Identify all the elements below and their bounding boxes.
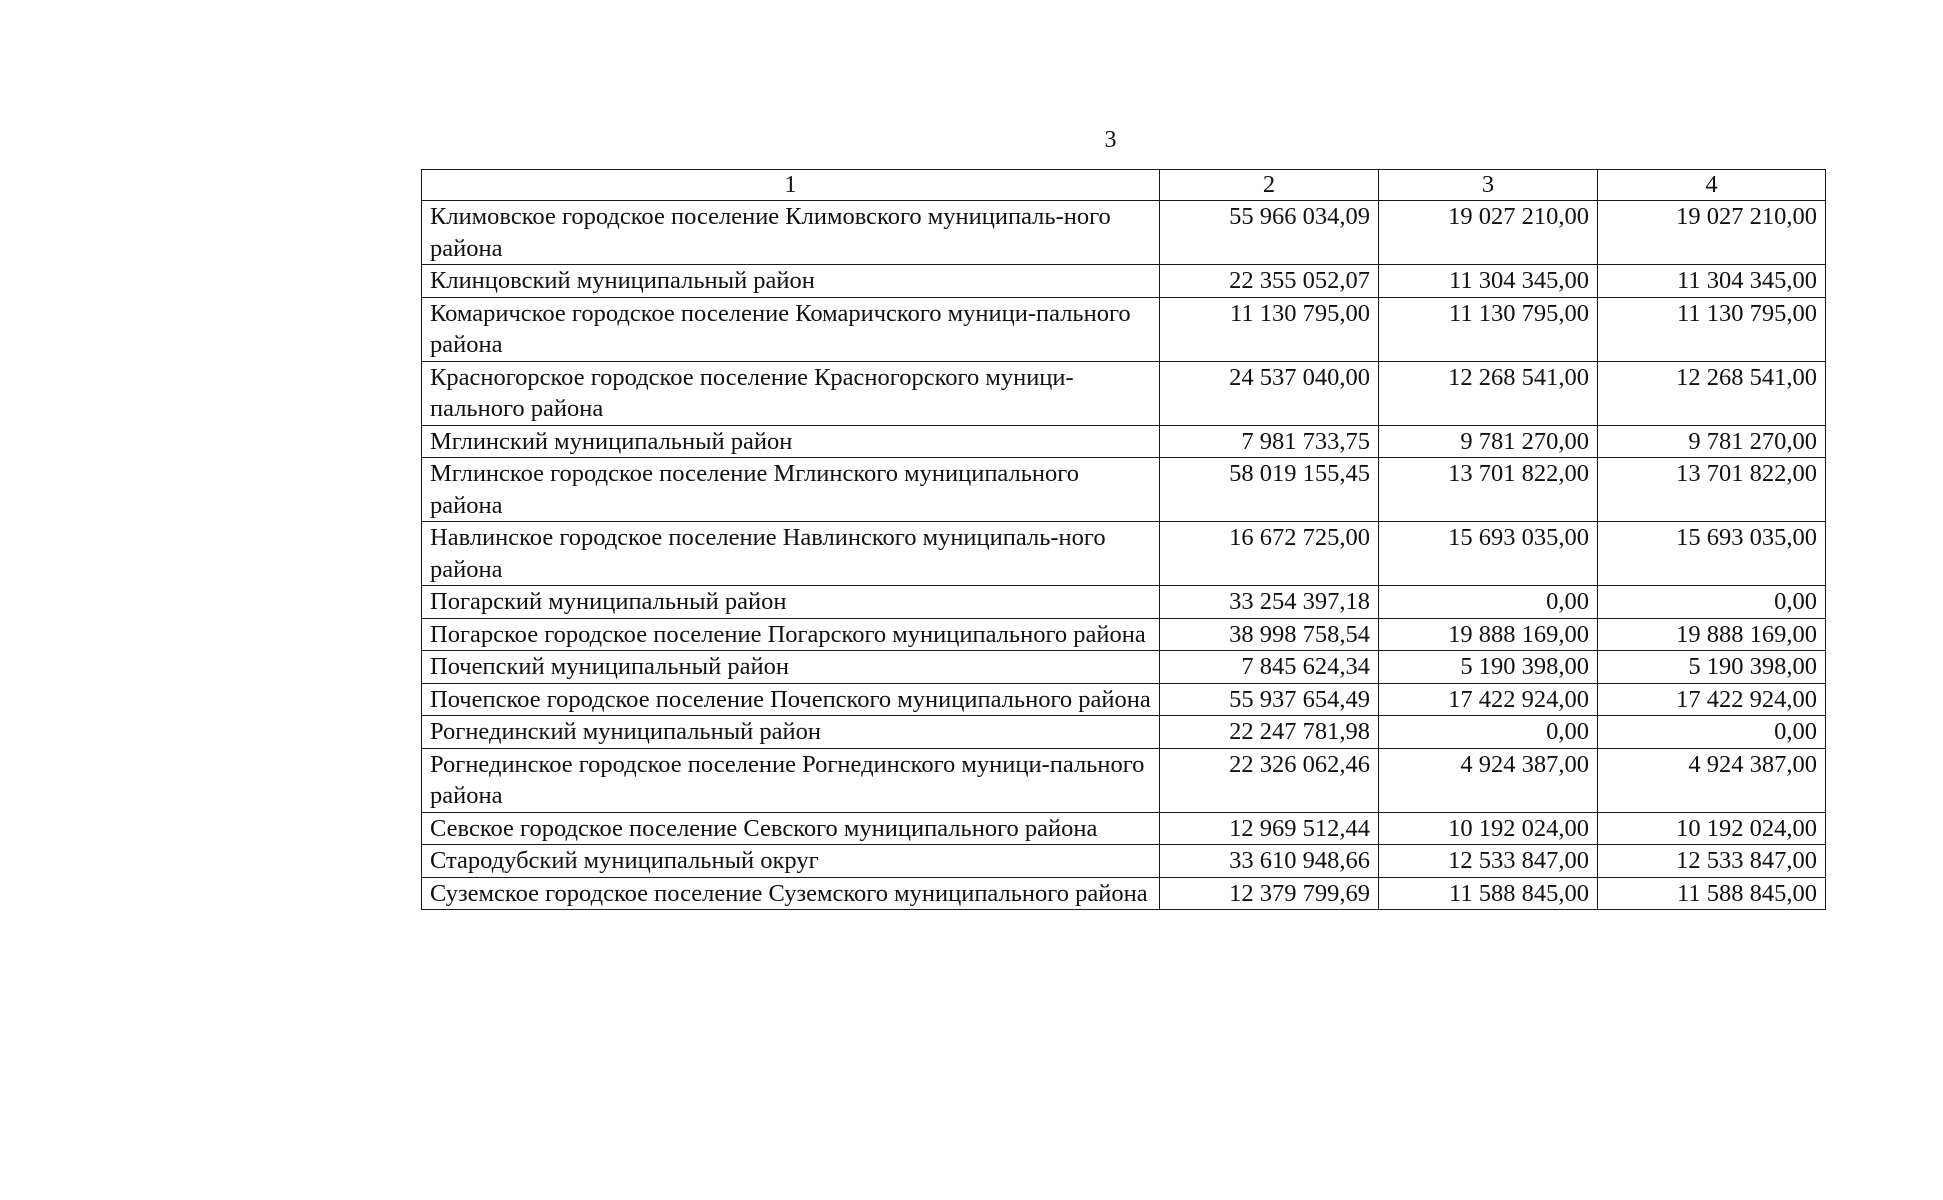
table-header	[422, 170, 1826, 201]
cell-name: Почепский муниципальный район	[422, 651, 1160, 684]
cell-col-2: 16 672 725,00	[1160, 522, 1379, 586]
cell-col-2: 12 969 512,44	[1160, 812, 1379, 845]
cell-col-3: 11 304 345,00	[1379, 265, 1598, 298]
cell-col-3: 12 268 541,00	[1379, 361, 1598, 425]
table-row	[422, 812, 1826, 845]
table-row	[422, 716, 1826, 749]
cell-col-4: 15 693 035,00	[1598, 522, 1826, 586]
cell-name: Почепское городское поселение Почепского муниципального района	[422, 683, 1160, 716]
cell-col-3: 0,00	[1379, 716, 1598, 749]
table-row	[422, 618, 1826, 651]
cell-col-2: 11 130 795,00	[1160, 297, 1379, 361]
cell-col-4: 0,00	[1598, 586, 1826, 619]
cell-name: Комаричское городское поселение Комаричского муници-пального района	[422, 297, 1160, 361]
table-row	[422, 458, 1826, 522]
cell-name: Красногорское городское поселение Красногорского муници-пального района	[422, 361, 1160, 425]
cell-col-4: 12 268 541,00	[1598, 361, 1826, 425]
cell-col-4: 13 701 822,00	[1598, 458, 1826, 522]
page-number: 3	[1104, 127, 1117, 153]
cell-col-4: 9 781 270,00	[1598, 425, 1826, 458]
cell-col-4: 10 192 024,00	[1598, 812, 1826, 845]
cell-name: Рогнединский муниципальный район	[422, 716, 1160, 749]
cell-col-3: 19 888 169,00	[1379, 618, 1598, 651]
cell-name: Погарское городское поселение Погарского муниципального района	[422, 618, 1160, 651]
cell-name: Мглинское городское поселение Мглинского муниципального района	[422, 458, 1160, 522]
table-row	[422, 877, 1826, 910]
cell-name: Мглинский муниципальный район	[422, 425, 1160, 458]
table-row	[422, 201, 1826, 265]
cell-col-2: 22 355 052,07	[1160, 265, 1379, 298]
cell-col-4: 11 588 845,00	[1598, 877, 1826, 910]
cell-col-3: 11 588 845,00	[1379, 877, 1598, 910]
cell-name: Климовское городское поселение Климовского муниципаль-ного района	[422, 201, 1160, 265]
cell-col-2: 22 247 781,98	[1160, 716, 1379, 749]
cell-col-2: 12 379 799,69	[1160, 877, 1379, 910]
header-col-4: 4	[1598, 170, 1826, 201]
cell-name: Погарский муниципальный район	[422, 586, 1160, 619]
cell-name: Севское городское поселение Севского муниципального района	[422, 812, 1160, 845]
cell-col-2: 24 537 040,00	[1160, 361, 1379, 425]
table-row	[422, 748, 1826, 812]
cell-col-2: 33 254 397,18	[1160, 586, 1379, 619]
cell-col-2: 55 966 034,09	[1160, 201, 1379, 265]
cell-name: Рогнединское городское поселение Рогнединского муници-пального района	[422, 748, 1160, 812]
cell-col-2: 55 937 654,49	[1160, 683, 1379, 716]
header-col-1: 1	[422, 170, 1160, 201]
table-row	[422, 265, 1826, 298]
cell-col-4: 5 190 398,00	[1598, 651, 1826, 684]
cell-col-4: 0,00	[1598, 716, 1826, 749]
cell-col-3: 15 693 035,00	[1379, 522, 1598, 586]
cell-col-2: 33 610 948,66	[1160, 845, 1379, 878]
table-row	[422, 297, 1826, 361]
table-body	[422, 201, 1826, 910]
cell-col-2: 38 998 758,54	[1160, 618, 1379, 651]
cell-col-3: 5 190 398,00	[1379, 651, 1598, 684]
cell-name: Стародубский муниципальный округ	[422, 845, 1160, 878]
cell-col-3: 4 924 387,00	[1379, 748, 1598, 812]
cell-col-2: 22 326 062,46	[1160, 748, 1379, 812]
cell-col-4: 4 924 387,00	[1598, 748, 1826, 812]
cell-col-3: 10 192 024,00	[1379, 812, 1598, 845]
table-row	[422, 361, 1826, 425]
cell-col-3: 19 027 210,00	[1379, 201, 1598, 265]
cell-col-2: 58 019 155,45	[1160, 458, 1379, 522]
cell-col-4: 11 304 345,00	[1598, 265, 1826, 298]
header-row	[422, 170, 1826, 201]
cell-name: Навлинское городское поселение Навлинского муниципаль-ного района	[422, 522, 1160, 586]
cell-col-2: 7 845 624,34	[1160, 651, 1379, 684]
cell-col-4: 12 533 847,00	[1598, 845, 1826, 878]
cell-col-3: 9 781 270,00	[1379, 425, 1598, 458]
cell-col-4: 19 027 210,00	[1598, 201, 1826, 265]
table-row	[422, 522, 1826, 586]
cell-col-3: 13 701 822,00	[1379, 458, 1598, 522]
table-row	[422, 683, 1826, 716]
cell-col-3: 17 422 924,00	[1379, 683, 1598, 716]
table-row	[422, 845, 1826, 878]
cell-name: Суземское городское поселение Суземского муниципального района	[422, 877, 1160, 910]
table-row	[422, 425, 1826, 458]
cell-col-3: 12 533 847,00	[1379, 845, 1598, 878]
table-row	[422, 586, 1826, 619]
budget-table	[421, 169, 1826, 910]
cell-col-4: 17 422 924,00	[1598, 683, 1826, 716]
cell-col-2: 7 981 733,75	[1160, 425, 1379, 458]
cell-col-3: 0,00	[1379, 586, 1598, 619]
table-row	[422, 651, 1826, 684]
cell-col-4: 11 130 795,00	[1598, 297, 1826, 361]
header-col-2: 2	[1160, 170, 1379, 201]
header-col-3: 3	[1379, 170, 1598, 201]
cell-name: Клинцовский муниципальный район	[422, 265, 1160, 298]
cell-col-4: 19 888 169,00	[1598, 618, 1826, 651]
cell-col-3: 11 130 795,00	[1379, 297, 1598, 361]
